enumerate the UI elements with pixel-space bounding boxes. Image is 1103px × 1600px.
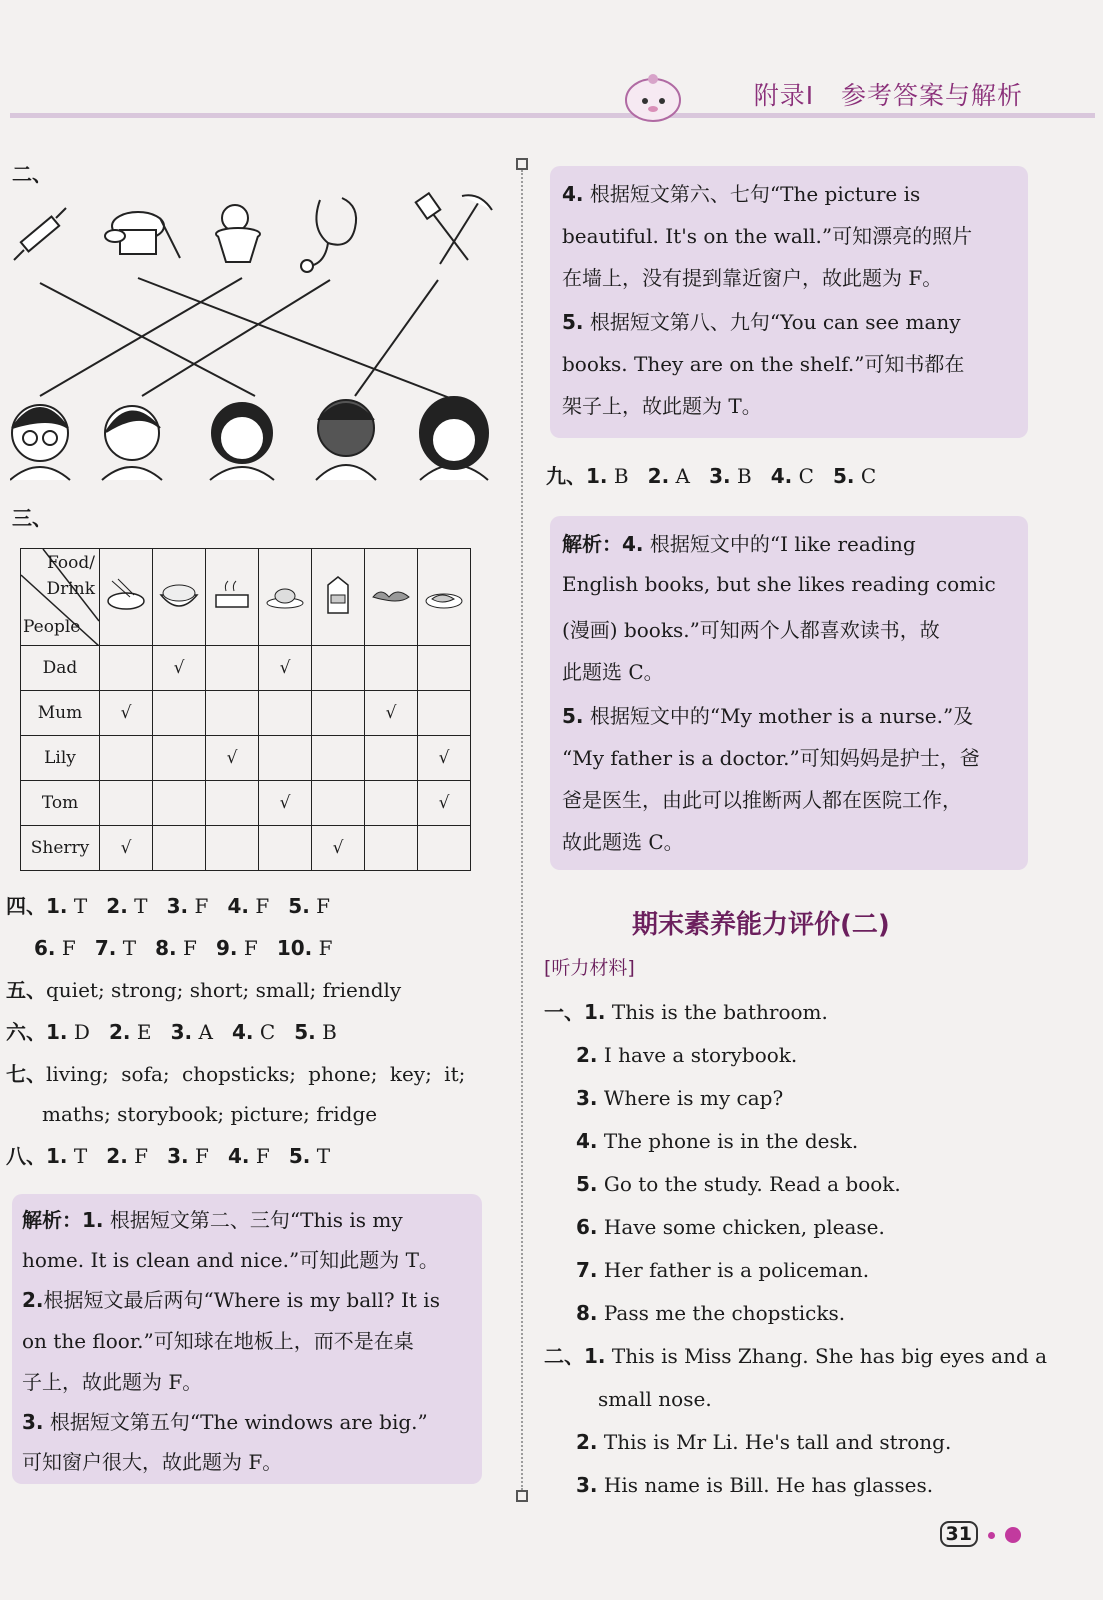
person-name: Tom (21, 781, 100, 826)
table-cell: √ (259, 646, 312, 691)
answer-value: F (61, 936, 76, 960)
page-dot-small (988, 1532, 995, 1539)
vegetables-icon (369, 577, 413, 613)
table-cell (312, 691, 365, 736)
listening-sentence: Go to the study. Read a book. (603, 1172, 901, 1196)
fish-icon (422, 577, 466, 613)
appendix-label: 附录Ⅰ (753, 81, 815, 110)
rice-icon-cell (153, 549, 206, 646)
explanation-line: books. They are on the shelf.”可知书都在 (562, 352, 965, 376)
explanation-line: 爸是医生，由此可以推断两人都在医院工作， (562, 788, 962, 812)
explanation-line: English books, but she likes reading comic (562, 572, 996, 596)
listening-2-item (544, 1344, 1047, 1368)
explanation-line: “My father is a doctor.”可知妈妈是护士，爸 (562, 746, 980, 770)
answer-number: 5. (288, 894, 310, 918)
answer-number: 6. (576, 1215, 598, 1239)
listening-1-item (576, 1172, 901, 1196)
answer-number: 4. (770, 464, 793, 488)
listening-sentence-continued: small nose. (598, 1387, 712, 1411)
soup-icon (210, 577, 254, 613)
answer-number: 3. (576, 1473, 598, 1497)
table-row (21, 691, 471, 736)
answer-number: 3. (170, 1020, 193, 1044)
answer-value: T (122, 936, 137, 960)
answer-number: 7. (94, 936, 117, 960)
table-cell (153, 736, 206, 781)
section-8-explanation-box-continued (550, 166, 1028, 438)
listening-sentence: The phone is in the desk. (603, 1129, 859, 1153)
person-name: Lily (21, 736, 100, 781)
listening-1-item (576, 1043, 797, 1067)
milk-carton-icon (316, 575, 360, 615)
explanation-text: 根据短文第八、九句“You can see many (589, 310, 961, 334)
answer-number: 5. (576, 1172, 598, 1196)
listening-sentence: Have some chicken, please. (603, 1215, 885, 1239)
explanation-line (562, 306, 961, 335)
vegetables-icon-cell (365, 549, 418, 646)
page-dot-large (1005, 1527, 1021, 1543)
table-cell (153, 781, 206, 826)
listening-2-label: 二、 (544, 1344, 584, 1368)
explanation-line (22, 1204, 403, 1233)
answer-number: 2. (22, 1288, 44, 1312)
section-7-answers-1: living; sofa; chopsticks; phone; key; it; (46, 1062, 466, 1086)
boy-pointing-icon (102, 406, 162, 480)
section-6-row (6, 1020, 337, 1044)
table-cell (312, 781, 365, 826)
milk-icon-cell (312, 549, 365, 646)
answer-number: 2. (106, 1144, 128, 1168)
answer-number: 5. (562, 704, 584, 728)
section-9-row (546, 464, 876, 488)
table-cell: √ (312, 826, 365, 871)
explanation-line (562, 700, 973, 729)
answer-number: 2. (109, 1020, 131, 1044)
explanation-line: 架子上，故此题为 T。 (562, 394, 762, 418)
explanation-line: 故此题选 C。 (562, 830, 684, 854)
answer-value: F (255, 894, 270, 918)
section-8-row (6, 1144, 330, 1168)
answer-number: 5. (294, 1020, 316, 1044)
exam-title: 期末素养能力评价(二) (632, 910, 890, 940)
girl-curly-icon (210, 403, 274, 480)
listening-material-tag: [听力材料] (544, 957, 635, 979)
shovel-pickaxe-icon (416, 193, 492, 264)
answer-value: T (134, 894, 148, 918)
rice-icon (157, 577, 201, 613)
table-cell: √ (418, 736, 471, 781)
table-row (21, 781, 471, 826)
answer-number: 7. (576, 1258, 598, 1282)
answer-number: 1. (46, 1144, 68, 1168)
table-cell (259, 736, 312, 781)
answer-value: F (255, 1144, 270, 1168)
corner-drink-label: Drink (46, 579, 95, 599)
table-cell (312, 736, 365, 781)
answer-value: A (198, 1020, 213, 1044)
table-cell (153, 691, 206, 736)
table-cell (259, 691, 312, 736)
answer-number: 10. (276, 936, 313, 960)
table-cell (365, 646, 418, 691)
answer-value: B (613, 464, 629, 488)
answer-value: D (73, 1020, 90, 1044)
section-2-label: 二、 (12, 162, 52, 186)
syringe-icon (14, 208, 66, 260)
answer-number: 9. (215, 936, 238, 960)
table-cell (365, 826, 418, 871)
answer-number: 3. (709, 464, 731, 488)
explanation-text: 根据短文第二、三句“This is my (109, 1208, 403, 1232)
listening-sentence: His name is Bill. He has glasses. (603, 1473, 934, 1497)
explanation-text: 根据短文中的“My mother is a nurse.”及 (589, 704, 974, 728)
answer-number: 3. (22, 1410, 44, 1434)
explanation-line: 此题选 C。 (562, 660, 664, 684)
answer-number: 8. (155, 936, 177, 960)
answer-value: T (73, 894, 88, 918)
answer-value: F (243, 936, 258, 960)
answer-value: C (259, 1020, 276, 1044)
table-cell: √ (259, 781, 312, 826)
explanation-line (562, 528, 916, 557)
section-8-explanation-box (12, 1194, 482, 1484)
explanation-line: home. It is clean and nice.”可知此题为 T。 (22, 1248, 439, 1272)
answer-number: 2. (647, 464, 670, 488)
section-4-label: 四、 (6, 894, 46, 918)
table-cell (206, 646, 259, 691)
table-cell (100, 781, 153, 826)
section-3-label: 三、 (12, 506, 52, 530)
soup-icon-cell (206, 549, 259, 646)
boy-with-glasses-icon (10, 405, 70, 480)
table-cell (100, 736, 153, 781)
explanation-line (22, 1406, 428, 1435)
answer-value: B (736, 464, 752, 488)
basketball-hoop-icon (216, 205, 260, 262)
table-cell: √ (153, 646, 206, 691)
answer-number: 4. (231, 1020, 254, 1044)
table-cell (365, 781, 418, 826)
listening-1-item (576, 1086, 783, 1110)
listening-sentence: This is Mr Li. He's tall and strong. (603, 1430, 952, 1454)
answer-number: 6. (34, 936, 56, 960)
answer-number: 3. (576, 1086, 598, 1110)
section-5-row (6, 978, 401, 1002)
explanation-text: 根据短文第六、七句“The picture is (589, 182, 921, 206)
table-row (21, 646, 471, 691)
column-divider (521, 170, 523, 1490)
boy-dark-icon (316, 400, 376, 480)
explanation-line: (漫画) books.”可知两个人都喜欢读书，故 (562, 618, 940, 642)
answer-value: F (194, 894, 209, 918)
table-cell (418, 646, 471, 691)
table-cell: √ (365, 691, 418, 736)
person-name: Dad (21, 646, 100, 691)
table-cell (418, 691, 471, 736)
answer-value: T (316, 1144, 331, 1168)
answer-value: C (798, 464, 814, 488)
answer-number: 4. (227, 1144, 250, 1168)
person-name: Mum (21, 691, 100, 736)
answer-number: 1. (46, 1020, 68, 1044)
food-drink-table (20, 548, 471, 871)
answer-number: 4. (227, 894, 249, 918)
listening-1-item (576, 1258, 869, 1282)
answer-number: 4. (562, 182, 584, 206)
girl-long-hair-icon (420, 397, 488, 480)
answer-number: 5. (288, 1144, 311, 1168)
answer-number: 1. (584, 1344, 606, 1368)
answer-value: A (675, 464, 690, 488)
section-6-label: 六、 (6, 1020, 46, 1044)
explanation-line (562, 178, 920, 207)
section-4-row-1 (6, 894, 330, 918)
page-number: 31 (940, 1521, 978, 1547)
listening-sentence: This is the bathroom. (611, 1000, 828, 1024)
table-cell (418, 826, 471, 871)
listening-2-item (576, 1430, 951, 1454)
answer-value: F (134, 1144, 149, 1168)
header-rule (10, 113, 1095, 118)
table-cell (365, 736, 418, 781)
answer-number: 8. (576, 1301, 598, 1325)
table-cell (259, 826, 312, 871)
chicken-icon (263, 577, 307, 613)
listening-sentence: Her father is a policeman. (603, 1258, 870, 1282)
listening-1-label: 一、 (544, 1000, 584, 1024)
listening-2-item (576, 1473, 933, 1497)
table-cell (153, 826, 206, 871)
fish-icon-cell (418, 549, 471, 646)
listening-1-item (576, 1215, 885, 1239)
section-8-label: 八、 (6, 1144, 46, 1168)
matching-illustration (10, 188, 502, 488)
answer-value: F (316, 894, 331, 918)
explanation-heading: 解析：4. (562, 532, 644, 556)
listening-sentence: Pass me the chopsticks. (603, 1301, 846, 1325)
explanation-text: 根据短文第五句“The windows are big.” (49, 1410, 428, 1434)
section-4-row-2 (34, 936, 333, 960)
divider-mark-bottom (516, 1490, 528, 1502)
explanation-line: 子上，故此题为 F。 (22, 1370, 203, 1394)
answer-number: 2. (106, 894, 128, 918)
answer-value: T (73, 1144, 88, 1168)
explanation-line: 可知窗户很大，故此题为 F。 (22, 1450, 283, 1474)
section-7-label: 七、 (6, 1062, 46, 1086)
explanation-text: 根据短文最后两句“Where is my ball? It is (43, 1288, 440, 1312)
table-cell (206, 826, 259, 871)
mascot-icon (622, 70, 684, 124)
table-row (21, 826, 471, 871)
answer-value: B (322, 1020, 337, 1044)
listening-1-item (544, 1000, 828, 1024)
answer-number: 1. (46, 894, 68, 918)
answer-number: 5. (562, 310, 584, 334)
header-title (754, 76, 1023, 112)
answer-number: 1. (584, 1000, 606, 1024)
listening-sentence: Where is my cap? (603, 1086, 784, 1110)
appendix-title: 参考答案与解析 (840, 81, 1023, 110)
chicken-icon-cell (259, 549, 312, 646)
corner-people-label: People (23, 617, 81, 637)
table-cell (206, 781, 259, 826)
person-name: Sherry (21, 826, 100, 871)
corner-food-label: Food/ (47, 553, 95, 573)
listening-1-item (576, 1129, 858, 1153)
explanation-line (22, 1284, 440, 1313)
explanation-heading: 解析：1. (22, 1208, 104, 1232)
section-9-explanation-box (550, 516, 1028, 870)
table-cell (206, 691, 259, 736)
table-cell (312, 646, 365, 691)
table-corner-cell (21, 549, 100, 646)
explanation-line: beautiful. It's on the wall.”可知漂亮的照片 (562, 224, 973, 248)
answer-value: F (318, 936, 333, 960)
answer-number: 3. (166, 894, 189, 918)
explanation-text: 根据短文中的“I like reading (649, 532, 916, 556)
answer-value: E (136, 1020, 152, 1044)
table-row (21, 736, 471, 781)
section-9-label: 九、 (546, 464, 586, 488)
answer-number: 2. (576, 1430, 598, 1454)
table-cell: √ (100, 826, 153, 871)
table-cell: √ (100, 691, 153, 736)
answer-number: 1. (586, 464, 608, 488)
listening-sentence: This is Miss Zhang. She has big eyes and a (611, 1344, 1048, 1368)
section-7-row-1 (6, 1062, 465, 1086)
table-cell: √ (418, 781, 471, 826)
listening-sentence: I have a storybook. (603, 1043, 798, 1067)
noodles-icon (104, 577, 148, 613)
table-header-row (21, 549, 471, 646)
listening-1-item (576, 1301, 845, 1325)
chef-hat-icon (105, 212, 180, 258)
noodles-icon-cell (100, 549, 153, 646)
explanation-line: on the floor.”可知球在地板上，而不是在桌 (22, 1329, 414, 1353)
stethoscope-icon (301, 198, 356, 272)
answer-number: 5. (832, 464, 855, 488)
answer-value: C (860, 464, 877, 488)
answer-value: F (183, 936, 197, 960)
section-5-answers: quiet; strong; short; small; friendly (46, 978, 402, 1002)
answer-number: 4. (576, 1129, 598, 1153)
table-cell (100, 646, 153, 691)
section-7-row-2: maths; storybook; picture; fridge (42, 1102, 378, 1126)
table-cell: √ (206, 736, 259, 781)
explanation-line: 在墙上，没有提到靠近窗户，故此题为 F。 (562, 266, 943, 290)
answer-value: F (195, 1144, 209, 1168)
section-5-label: 五、 (6, 978, 46, 1002)
answer-number: 3. (167, 1144, 189, 1168)
answer-number: 2. (576, 1043, 598, 1067)
divider-mark-top (516, 158, 528, 170)
